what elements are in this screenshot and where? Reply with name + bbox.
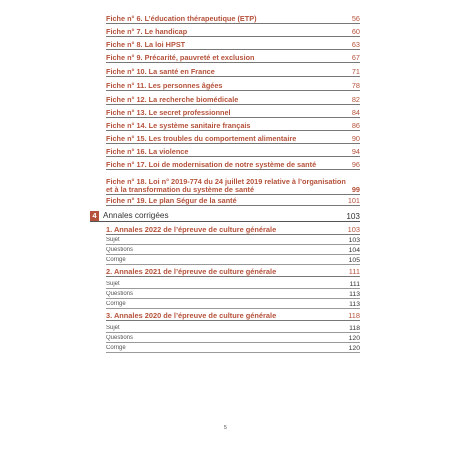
toc-subentry-label: Corrigé — [106, 257, 126, 263]
toc-entry-label: 1. Annales 2022 de l’épreuve de culture générale — [106, 225, 277, 234]
toc-entry-page: 99 — [351, 185, 360, 194]
toc-entry-page: 111 — [348, 267, 360, 276]
toc-entry-label: Fiche n° 14. Le système sanitaire français — [106, 122, 251, 130]
toc-subentry-label: Sujet — [106, 281, 120, 287]
page-number: 5 — [224, 425, 227, 431]
toc-entry-page: 63 — [351, 40, 360, 49]
toc-subentry — [106, 334, 360, 343]
toc-subentry-label: Questions — [106, 335, 134, 341]
toc-subentry-page: 118 — [349, 325, 360, 332]
toc-entry-fiche-9 — [106, 53, 360, 63]
toc-entry-label: Fiche n° 17. Loi de modernisation de notre système de santé — [106, 161, 317, 169]
toc-entry-page: 56 — [351, 14, 360, 23]
toc-subentry-page: 104 — [348, 247, 360, 254]
toc-entry-label: Fiche n° 8. La loi HPST — [106, 41, 186, 49]
toc-subentry-page: 113 — [349, 301, 360, 308]
toc-subentry-label: Corrigé — [106, 345, 126, 351]
toc-subentry-page: 111 — [349, 281, 360, 288]
toc-subentry — [106, 256, 360, 265]
toc-entry-label: Fiche n° 9. Précarité, pauvreté et exclusion — [106, 54, 255, 62]
toc-subentry — [106, 300, 360, 309]
toc-entry-annale-2020 — [106, 310, 360, 321]
toc-entry-page: 78 — [351, 81, 360, 90]
toc-subentry — [106, 290, 360, 299]
toc-subentry-page: 120 — [348, 345, 360, 352]
toc-entry-page: 82 — [351, 95, 360, 104]
toc-entry-fiche-19 — [106, 196, 360, 206]
toc-entry-label: Fiche n° 18. Loi n° 2019-774 du 24 juillet 2019 relative à l’organisation et à la transformation du système de santé — [106, 177, 346, 194]
toc-entry-page: 118 — [348, 311, 360, 320]
section-number-badge: 4 — [90, 211, 99, 221]
toc-subentry-label: Sujet — [106, 237, 120, 243]
toc-entry-page: 67 — [351, 53, 360, 62]
toc-entry-page: 96 — [351, 160, 360, 169]
toc-entry-fiche-14 — [106, 121, 360, 131]
toc-entry-fiche-10 — [106, 67, 360, 77]
toc-entry-fiche-7 — [106, 27, 360, 37]
toc-entry-fiche-13 — [106, 108, 360, 118]
toc-entry-page: 84 — [351, 108, 360, 117]
toc-subentry — [106, 236, 360, 245]
toc-subentry-label: Corrigé — [106, 301, 126, 307]
toc-subentry — [106, 280, 360, 289]
toc-entry-label: Fiche n° 11. Les personnes âgées — [106, 82, 223, 90]
toc-entry-page: 103 — [346, 212, 360, 221]
toc-entry-label: Fiche n° 7. Le handicap — [106, 28, 188, 36]
toc-subentry-page: 120 — [348, 335, 360, 342]
toc-subentry — [106, 246, 360, 255]
toc-subentry — [106, 324, 360, 333]
toc-subentry — [106, 344, 360, 353]
toc-subentry-label: Sujet — [106, 325, 120, 331]
toc-entry-label: Fiche n° 13. Le secret professionnel — [106, 109, 231, 117]
toc-entry-label: Fiche n° 15. Les troubles du comportement alimentaire — [106, 135, 297, 143]
section-title: Annales corrigées — [103, 211, 169, 220]
toc-entry-fiche-8 — [106, 40, 360, 50]
toc-entry-label: Fiche n° 19. Le plan Ségur de la santé — [106, 197, 237, 205]
toc-subentry-page: 103 — [348, 237, 360, 244]
toc-subentry-label: Questions — [106, 291, 134, 297]
toc-subentry-page: 105 — [348, 257, 360, 264]
toc-entry-page: 60 — [351, 27, 360, 36]
toc-entry-page: 94 — [351, 147, 360, 156]
toc-entry-label: Fiche n° 6. L’éducation thérapeutique (ETP) — [106, 15, 257, 23]
toc-entry-label: 2. Annales 2021 de l’épreuve de culture générale — [106, 267, 277, 276]
toc-subentry-page: 113 — [349, 291, 360, 298]
toc-entry-fiche-11 — [106, 81, 360, 91]
toc-entry-annale-2021 — [106, 266, 360, 277]
toc-entry-label: Fiche n° 12. La recherche biomédicale — [106, 96, 239, 104]
toc-entry-page: 101 — [347, 196, 360, 205]
toc-entry-page: 86 — [351, 121, 360, 130]
toc-entry-fiche-16 — [106, 147, 360, 157]
toc-entry-label: Fiche n° 16. La violence — [106, 148, 189, 156]
toc-entry-label: Fiche n° 10. La santé en France — [106, 68, 215, 76]
toc-entry-fiche-18 — [106, 174, 360, 195]
toc-entry-page: 103 — [347, 225, 360, 234]
toc-entry-annale-2022 — [106, 224, 360, 235]
toc-entry-fiche-15 — [106, 134, 360, 144]
toc-entry-fiche-12 — [106, 95, 360, 105]
toc-entry-fiche-17 — [106, 160, 360, 170]
toc-entry-fiche-6 — [106, 14, 360, 24]
toc-entry-page: 90 — [351, 134, 360, 143]
toc-section-annales — [90, 210, 360, 222]
toc-entry-label: 3. Annales 2020 de l’épreuve de culture générale — [106, 311, 277, 320]
toc-subentry-label: Questions — [106, 247, 134, 253]
toc-entry-page: 71 — [351, 67, 360, 76]
